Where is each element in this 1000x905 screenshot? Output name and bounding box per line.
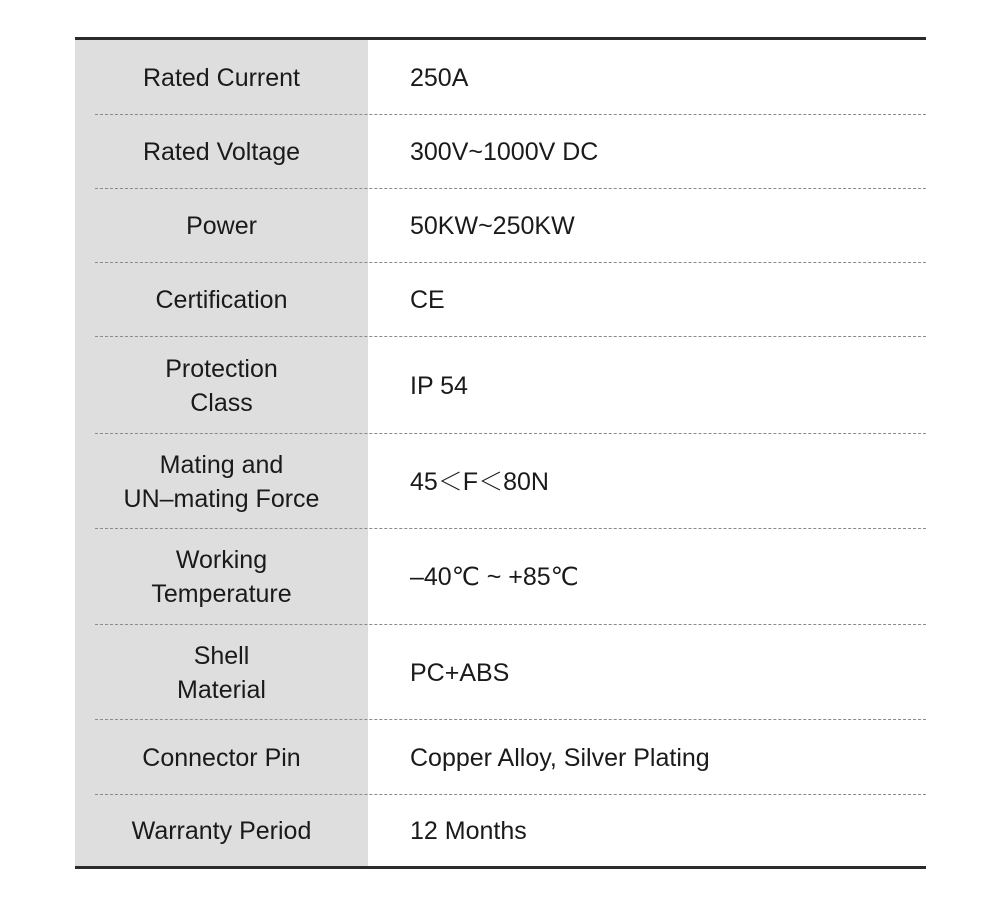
table-row (75, 189, 926, 263)
spec-value: 12 Months (410, 816, 527, 845)
spec-label: Rated Current (142, 63, 301, 92)
spec-value: 50KW~250KW (410, 212, 575, 240)
spec-label: Working Temperature (151, 546, 292, 608)
spec-value: CE (410, 286, 445, 314)
spec-value: –40℃ ~ +85℃ (410, 563, 579, 591)
table-row (75, 795, 926, 866)
table-row (75, 529, 926, 625)
table-row (75, 720, 926, 795)
spec-value: IP 54 (410, 371, 468, 400)
spec-label: Shell Material (177, 641, 266, 704)
table-row (75, 40, 926, 115)
table-row (75, 263, 926, 337)
spec-value: Copper Alloy, Silver Plating (410, 743, 710, 772)
spec-label: Certification (155, 286, 288, 314)
table-row (75, 625, 926, 720)
spec-value: 45＜F＜80N (410, 467, 549, 496)
spec-value: 250A (410, 63, 469, 92)
spec-label: Power (186, 212, 257, 240)
spec-value: 300V~1000V DC (410, 138, 599, 166)
table-row (75, 337, 926, 434)
spec-label: Rated Voltage (142, 138, 301, 166)
specification-table (75, 37, 926, 869)
spec-label: Connector Pin (142, 743, 301, 772)
spec-value: PC+ABS (410, 658, 510, 687)
spec-label: Mating and UN–mating Force (123, 450, 320, 513)
spec-label: Warranty Period (131, 816, 312, 845)
table-row (75, 434, 926, 529)
spec-label: Protection Class (165, 354, 278, 417)
table-row (75, 115, 926, 189)
